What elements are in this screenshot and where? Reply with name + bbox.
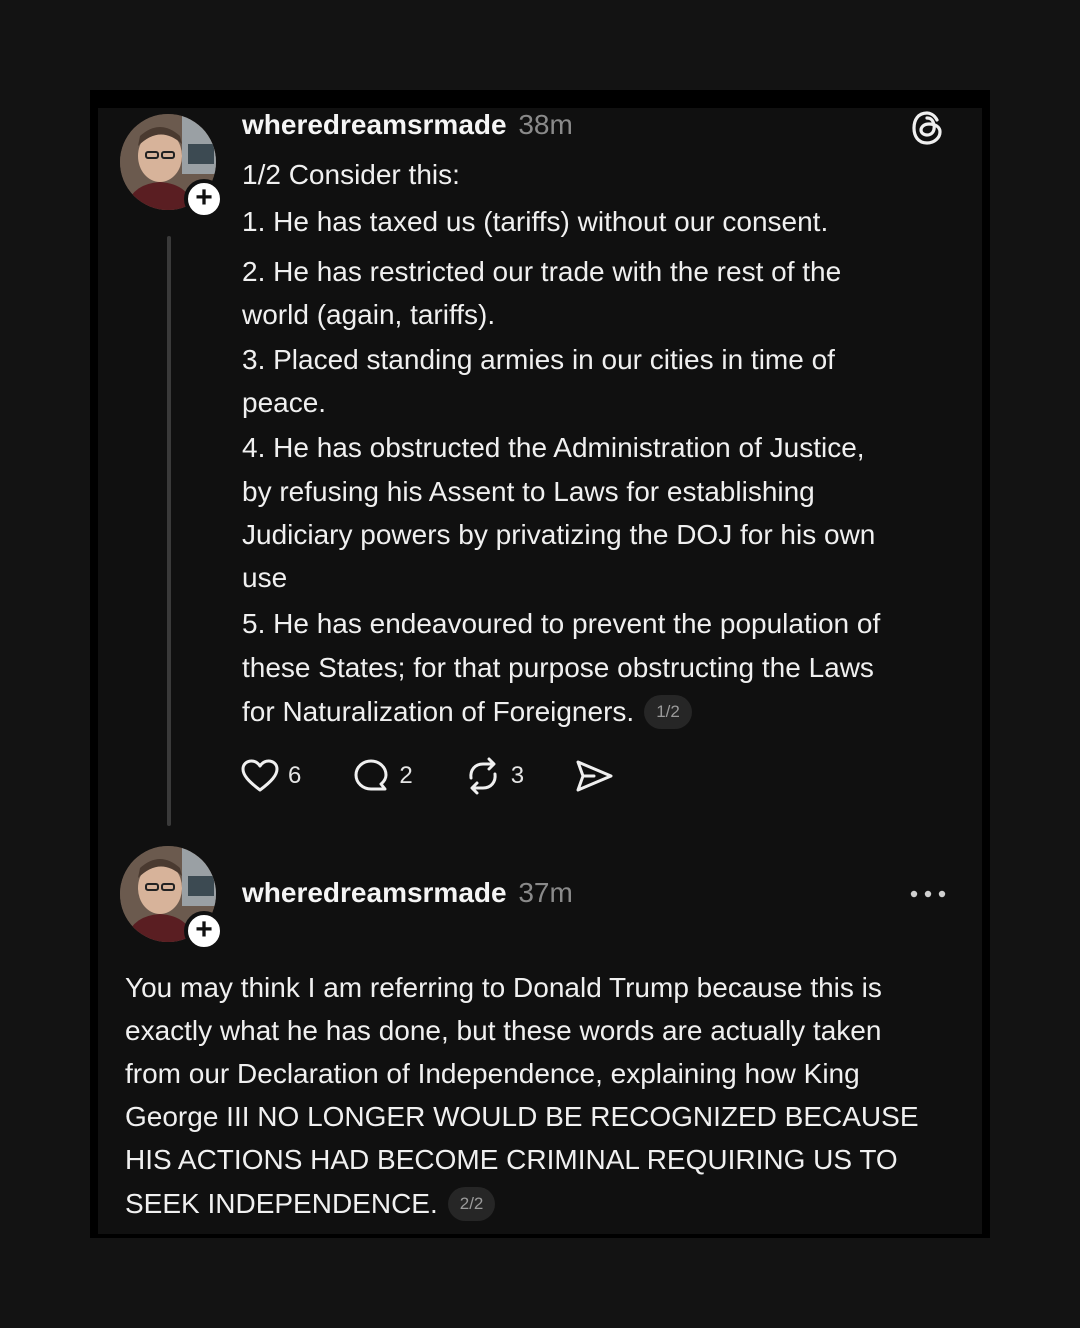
post-body xyxy=(242,152,880,735)
post-line: 5. He has endeavoured to prevent the population of xyxy=(242,608,881,639)
post-line: world (again, tariffs). xyxy=(242,299,496,330)
post-line: George III NO LONGER WOULD BE RECOGNIZED BECAUSE xyxy=(125,1101,919,1132)
username[interactable]: wheredreamsrmade xyxy=(242,877,507,908)
repost-button[interactable] xyxy=(463,756,524,796)
share-button[interactable] xyxy=(574,756,614,796)
post-line: Judiciary powers by privatizing the DOJ for his own xyxy=(242,519,876,550)
post-line: by refusing his Assent to Laws for establishing xyxy=(242,476,815,507)
thread-connector-line xyxy=(167,236,171,826)
post-line: 4. He has obstructed the Administration of Justice, xyxy=(242,432,865,463)
post-line: 1. He has taxed us (tariffs) without our consent. xyxy=(242,206,829,237)
plus-icon: + xyxy=(195,181,213,214)
like-button[interactable] xyxy=(240,756,301,796)
post-line: exactly what he has done, but these words are actually taken xyxy=(125,1015,882,1046)
like-count: 6 xyxy=(288,762,302,789)
follow-button[interactable] xyxy=(184,911,224,951)
post-line: You may think I am referring to Donald Trump because this is xyxy=(125,972,882,1003)
post-line-last xyxy=(242,689,880,735)
threads-logo-icon[interactable] xyxy=(908,108,948,148)
post-header xyxy=(242,108,573,142)
post-timestamp: 37m xyxy=(518,877,573,908)
plus-icon: + xyxy=(195,913,213,946)
post-timestamp: 38m xyxy=(518,109,573,140)
username[interactable]: wheredreamsrmade xyxy=(242,109,507,140)
post-line: these States; for that purpose obstructing the Laws xyxy=(242,652,874,683)
post-line: 1/2 Consider this: xyxy=(242,159,460,190)
send-icon xyxy=(574,756,614,796)
repost-icon xyxy=(463,756,503,796)
page-indicator-badge: 1/2 xyxy=(644,695,692,729)
post-actions xyxy=(240,752,650,800)
repost-count: 3 xyxy=(510,762,525,789)
more-dots-icon[interactable] xyxy=(908,882,948,906)
heart-icon xyxy=(240,756,280,796)
reply-button[interactable] xyxy=(351,756,412,796)
post-header xyxy=(242,876,573,910)
follow-button[interactable] xyxy=(184,179,224,219)
post-body xyxy=(125,966,919,1227)
post-line: SEEK INDEPENDENCE. xyxy=(125,1188,438,1219)
reply-count: 2 xyxy=(399,762,413,789)
post-line: peace. xyxy=(242,387,327,418)
page-indicator-badge: 2/2 xyxy=(448,1187,496,1221)
post-line: from our Declaration of Independence, explaining how King xyxy=(125,1058,860,1089)
post-line: use xyxy=(242,562,288,593)
comment-icon xyxy=(351,756,391,796)
post-line: 2. He has restricted our trade with the rest of the xyxy=(242,256,842,287)
post-line: HIS ACTIONS HAD BECOME CRIMINAL REQUIRING US TO xyxy=(125,1144,898,1175)
post-line-last xyxy=(125,1181,919,1227)
post-line: for Naturalization of Foreigners. xyxy=(242,696,635,727)
post-line: 3. Placed standing armies in our cities in time of xyxy=(242,344,835,375)
